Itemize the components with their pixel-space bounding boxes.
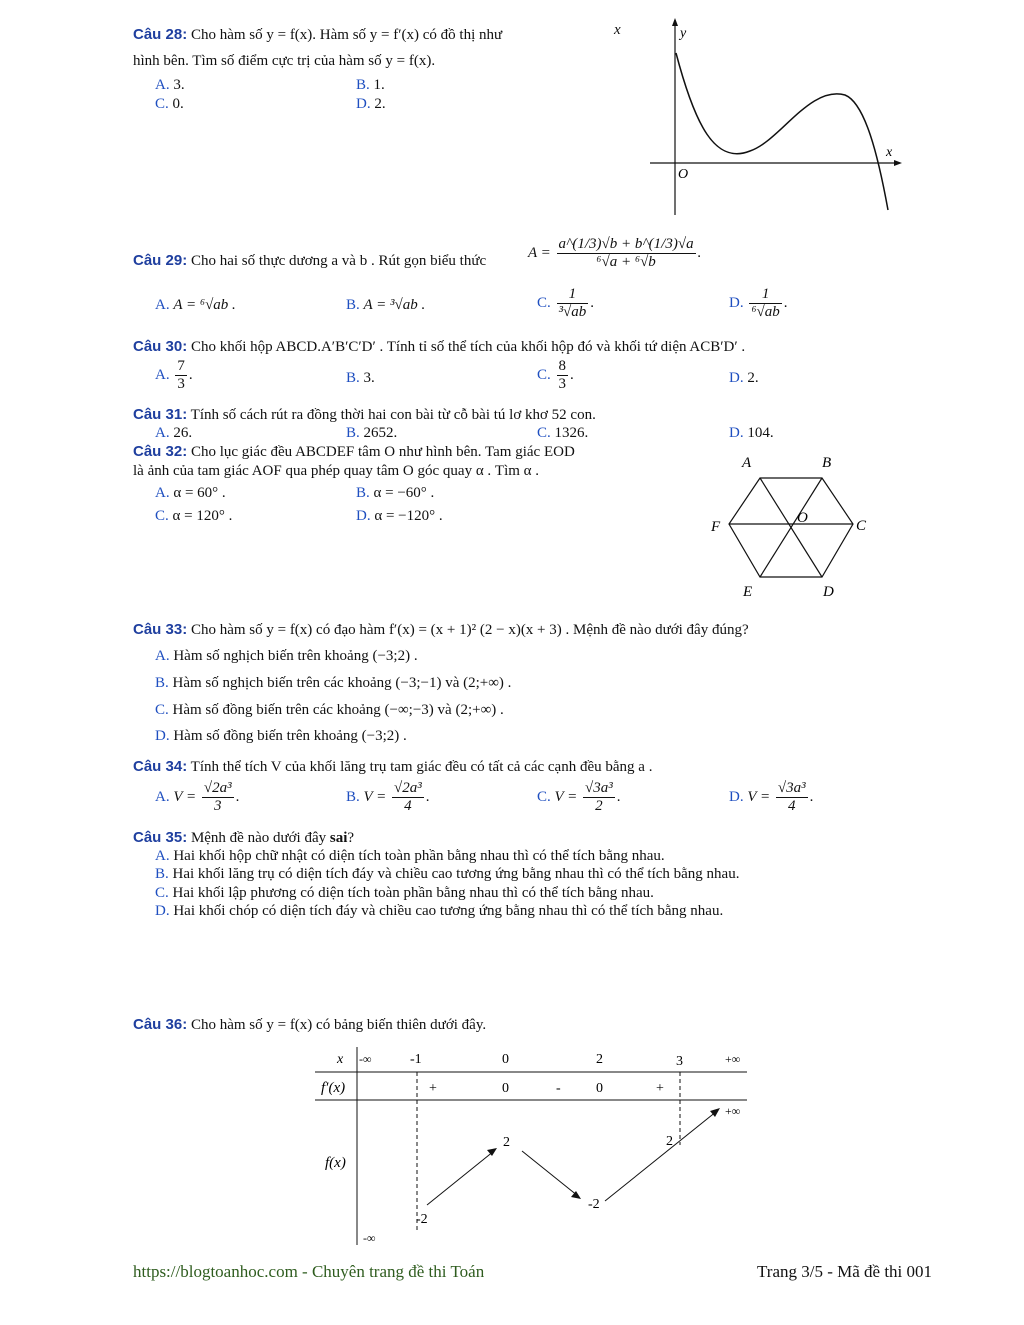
q30-option-b: B. 3. — [346, 370, 375, 386]
q33-label: Câu 33: — [133, 621, 188, 638]
q34-option-c: C. V = $\frac{\text{√3a³}}{2}$ . — [537, 780, 621, 815]
derivative-zero-1: 0 — [502, 1081, 509, 1096]
q30-option-d: D. 2. — [729, 370, 759, 386]
q29-option-c: C. $\frac{1}{\text{³√ab}}$ . — [537, 286, 594, 321]
q29-expression: A = $\frac{a\^{}(1/3)√b + b\^{}(1/3)√a}{\text{⁶√a + ⁶√b}}$ . — [528, 236, 702, 271]
q30-option-c: C. $\frac{8}{3}$ . — [537, 358, 574, 393]
footer-page-info: Trang 3/5 - Mã đề thi 001 — [757, 1262, 933, 1281]
value-neg-inf: -∞ — [363, 1231, 376, 1245]
q31-line — [133, 406, 596, 424]
q34-text: Tính thể tích V của khối lăng trụ tam giác đều có tất cả các cạnh đều bằng a . — [190, 759, 653, 775]
q34-line — [133, 758, 652, 776]
q33-text: Cho hàm số y = f(x) có đạo hàm f′(x) = (x + 1)² (2 − x)(x + 3) . Mệnh đề nào dưới đây đúng? — [190, 622, 749, 638]
q32-hexagon-figure — [705, 450, 875, 602]
sign-minus: - — [556, 1081, 561, 1096]
derivative-zero-2: 0 — [596, 1081, 603, 1096]
row-label-fprime: f′(x) — [321, 1080, 346, 1096]
q33-option-c: C. Hàm số đồng biến trên các khoảng (−∞;−3) và (2;+∞) . — [155, 702, 504, 718]
value-minus-2-at-x-minus-1: -2 — [416, 1212, 428, 1227]
q28-option-d: D. 2. — [356, 96, 386, 112]
sign-plus-1: + — [429, 1081, 437, 1096]
arrow-down — [522, 1151, 578, 1196]
value-max-2: 2 — [503, 1135, 510, 1150]
q29-label: Câu 29: — [133, 252, 188, 269]
q31-option-c: C. 1326. — [537, 425, 589, 441]
q35-option-a: A. Hai khối hộp chữ nhật có diện tích toàn phần bằng nhau thì có thể tích bằng nhau. — [155, 848, 665, 864]
q33-option-b: B. Hàm số nghịch biến trên các khoảng (−3;−1) và (2;+∞) . — [155, 675, 512, 691]
q28-option-a: A. 3. — [155, 77, 185, 93]
vertex-b: B — [822, 455, 832, 471]
q32-option-b: B. α = −60° . — [356, 485, 435, 501]
q32-option-c: C. α = 120° . — [155, 508, 233, 524]
q31-label: Câu 31: — [133, 406, 188, 423]
q32-line1 — [133, 443, 575, 461]
derivative-curve — [676, 53, 888, 210]
q30-line — [133, 338, 745, 356]
q28-label: Câu 28: — [133, 26, 188, 43]
q35-option-b: B. Hai khối lăng trụ có diện tích đáy và chiều cao tương ứng bằng nhau thì có thể tích bằng nhau. — [155, 866, 740, 882]
q28-option-b: B. 1. — [356, 77, 385, 93]
value-2-at-x3: 2 — [666, 1134, 673, 1149]
q29-option-a: A. A = ⁶√ab . — [155, 297, 236, 313]
q31-option-b: B. 2652. — [346, 425, 398, 441]
q36-text: Cho hàm số y = f(x) có bảng biến thiên dưới đây. — [190, 1017, 487, 1033]
q35-option-c: C. Hai khối lập phương có diện tích toàn phần bằng nhau thì có thể tích bằng nhau. — [155, 885, 654, 901]
q32-line2: là ảnh của tam giác AOF qua phép quay tâm O góc quay α . Tìm α . — [133, 463, 540, 479]
x-arrow-icon — [894, 160, 902, 166]
q28-derivative-graph — [640, 15, 910, 225]
q34-option-b: B. V = $\frac{\text{√2a³}}{4}$ . — [346, 780, 430, 815]
q32-text-1: Cho lục giác đều ABCDEF tâm O như hình bên. Tam giác EOD — [190, 444, 575, 460]
q32-label: Câu 32: — [133, 443, 188, 460]
vertex-c: C — [856, 518, 867, 534]
q31-option-a: A. 26. — [155, 425, 193, 441]
arrow-up-1 — [427, 1151, 494, 1205]
value-pos-inf: +∞ — [725, 1104, 741, 1118]
center-o: O — [797, 510, 808, 526]
q34-option-d: D. V = $\frac{\text{√3a³}}{4}$ . — [729, 780, 814, 815]
q31-text: Tính số cách rút ra đồng thời hai con bài từ cỗ bài tú lơ khơ 52 con. — [190, 407, 596, 423]
q30-label: Câu 30: — [133, 338, 188, 355]
x-zero: 0 — [502, 1052, 509, 1067]
q36-variation-table — [315, 1045, 755, 1245]
q34-option-a: A. V = $\frac{\text{√2a³}}{3}$ . — [155, 780, 240, 815]
q36-line — [133, 1016, 486, 1034]
q29-text: Cho hai số thực dương a và b . Rút gọn biểu thức — [190, 253, 487, 269]
row-label-x: x — [337, 1052, 344, 1067]
q30-text: Cho khối hộp ABCD.A′B′C′D′ . Tính tỉ số thể tích của khối hộp đó và khối tứ diện ACB′D′ . — [190, 339, 746, 355]
q35-line: Câu 35: Mệnh đề nào dưới đây sai? — [133, 829, 355, 846]
q28-option-c: C. 0. — [155, 96, 184, 112]
q29-option-d: D. $\frac{1}{\text{⁶√ab}}$ . — [729, 286, 788, 321]
q35-option-d: D. Hai khối chóp có diện tích đáy và chiều cao tương ứng bằng nhau thì có thể tích bằng nhau. — [155, 903, 724, 919]
row-label-fx: f(x) — [325, 1155, 346, 1171]
y-arrow-icon — [672, 18, 678, 26]
x-three: 3 — [676, 1054, 683, 1069]
q32-option-a: A. α = 60° . — [155, 485, 226, 501]
q29-option-b: B. A = ³√ab . — [346, 297, 426, 313]
q36-label: Câu 36: — [133, 1016, 188, 1033]
x-two: 2 — [596, 1052, 603, 1067]
q33-option-a: A. Hàm số nghịch biến trên khoảng (−3;2) . — [155, 648, 418, 664]
q28-line2: hình bên. Tìm số điểm cực trị của hàm số y = f(x). — [133, 53, 436, 69]
q29-line — [133, 252, 486, 270]
x-minus-1: -1 — [410, 1052, 422, 1067]
graph-origin-label: O — [678, 167, 689, 182]
value-min-minus-2: -2 — [588, 1197, 600, 1212]
q33-option-d: D. Hàm số đồng biến trên khoảng (−3;2) . — [155, 728, 407, 744]
q32-option-d: D. α = −120° . — [356, 508, 443, 524]
q28-stray-x: x — [614, 22, 621, 38]
q30-option-a: A. $\frac{7}{3}$ . — [155, 358, 193, 393]
q28-text-1: Cho hàm số y = f(x). Hàm số y = f′(x) có đồ thị như — [190, 27, 503, 43]
q35-label: Câu 35: — [133, 829, 188, 846]
x-neg-inf: -∞ — [359, 1052, 372, 1066]
vertex-f: F — [711, 519, 721, 535]
vertex-e: E — [743, 584, 753, 600]
graph-y-label: y — [680, 26, 687, 41]
arrow-up-2 — [605, 1111, 717, 1201]
sign-plus-2: + — [656, 1081, 664, 1096]
vertex-a: A — [742, 455, 752, 471]
q28-line1 — [133, 26, 502, 44]
vertex-d: D — [823, 584, 834, 600]
x-pos-inf: +∞ — [725, 1052, 741, 1066]
q33-line — [133, 621, 749, 639]
graph-x-label: x — [886, 145, 893, 160]
footer-website[interactable]: https://blogtoanhoc.com - Chuyên trang đề thi Toán — [133, 1262, 485, 1281]
q35-text: Mệnh đề nào dưới đây — [190, 830, 327, 846]
q34-label: Câu 34: — [133, 758, 188, 775]
q31-option-d: D. 104. — [729, 425, 774, 441]
q35-emphasis: sai — [329, 830, 348, 846]
